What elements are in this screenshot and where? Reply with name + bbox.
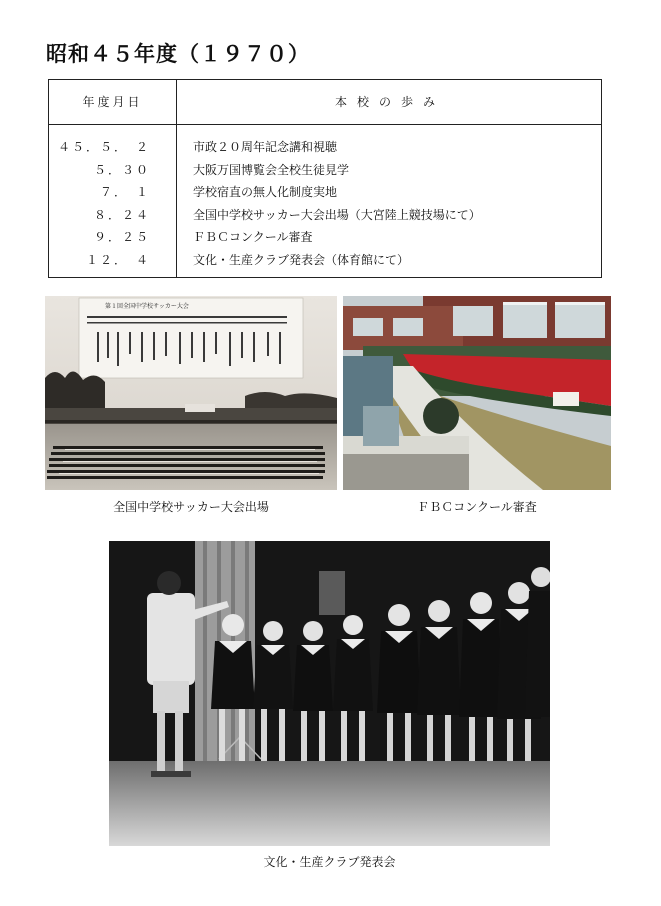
garden-photo — [343, 296, 611, 490]
row-event: 学校宿直の無人化制度実地 — [193, 185, 338, 200]
table-row — [49, 136, 601, 159]
soccer-tournament-image — [45, 296, 337, 490]
garden-photo-caption: ＦＢＣコンクール審査 — [417, 500, 537, 514]
table-row — [49, 204, 601, 227]
sign-heading: 第１回全国中学校サッカー大会 — [105, 303, 189, 310]
table-row — [49, 249, 601, 272]
row-event: 大阪万国博覧会全校生徒見学 — [193, 162, 350, 177]
header-event: 本校の歩み — [334, 95, 445, 109]
choir-photo-caption: 文化・生産クラブ発表会 — [263, 855, 396, 869]
row-event: 文化・生産クラブ発表会（体育館にて） — [193, 252, 410, 267]
table-row — [49, 226, 601, 249]
row-date: １２． ４ — [85, 252, 150, 267]
row-event: 市政２０周年記念講和視聴 — [193, 140, 338, 154]
row-date: ８．２４ — [93, 207, 150, 222]
history-table — [48, 79, 602, 278]
soccer-photo-caption: 全国中学校サッカー大会出場 — [113, 500, 269, 514]
row-event: 全国中学校サッカー大会出場（大宮陸上競技場にて） — [193, 207, 481, 222]
choir-performance-photo — [109, 541, 550, 846]
table-row — [49, 159, 601, 182]
table-body — [49, 136, 601, 272]
choir-performance-image — [109, 541, 550, 846]
row-date: ５．３０ — [93, 162, 150, 177]
soccer-tournament-photo — [45, 296, 337, 490]
table-header — [49, 80, 601, 125]
row-date: ９．２５ — [93, 230, 150, 245]
row-date: ４５．５． ２ — [57, 140, 150, 154]
page-title: 昭和４５年度（１９７０） — [46, 41, 310, 66]
garden-image — [343, 296, 611, 490]
row-event: ＦＢＣコンクール審査 — [193, 230, 313, 245]
row-date: ７． １ — [99, 185, 150, 200]
header-date: 年度月日 — [82, 95, 143, 109]
table-row — [49, 181, 601, 204]
